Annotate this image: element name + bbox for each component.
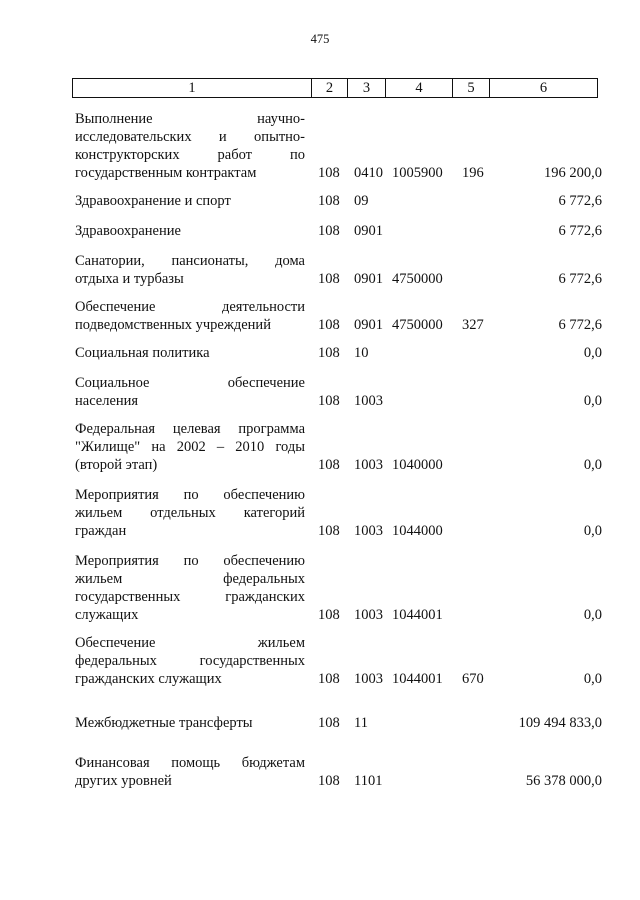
cell-c6: 6 772,6 bbox=[558, 193, 602, 209]
cell-c6: 56 378 000,0 bbox=[525, 773, 602, 789]
row-name-line: Межбюджетные трансферты bbox=[75, 715, 253, 731]
row-name bbox=[75, 552, 305, 624]
cell-c2: 108 bbox=[318, 773, 340, 789]
cell-c2: 108 bbox=[318, 317, 340, 333]
table-row bbox=[0, 298, 640, 334]
row-name-line: населения bbox=[75, 393, 139, 409]
row-name bbox=[75, 420, 305, 474]
cell-c3: 0901 bbox=[354, 223, 383, 239]
row-name-line: Федеральная целевая программа bbox=[75, 421, 305, 437]
cell-c4: 4750000 bbox=[392, 317, 443, 333]
row-name-line: "Жилище" на 2002 – 2010 годы bbox=[75, 439, 305, 455]
row-name-line: Обеспечение деятельности bbox=[75, 299, 305, 315]
cell-c6: 6 772,6 bbox=[558, 317, 602, 333]
cell-c6: 0,0 bbox=[583, 345, 602, 361]
cell-c2: 108 bbox=[318, 671, 340, 687]
column-header-5: 5 bbox=[453, 79, 490, 98]
cell-c2: 108 bbox=[318, 223, 340, 239]
row-name bbox=[75, 714, 305, 732]
row-name bbox=[75, 634, 305, 688]
table-row bbox=[0, 714, 640, 732]
row-name-line: Здравоохранение и спорт bbox=[75, 193, 231, 209]
row-name-line: жильем отдельных категорий bbox=[75, 505, 305, 521]
cell-c3: 1003 bbox=[354, 671, 383, 687]
row-name-line: государственным контрактам bbox=[75, 165, 257, 181]
page-number: 475 bbox=[310, 32, 330, 46]
column-header-4: 4 bbox=[386, 79, 453, 98]
cell-c6: 0,0 bbox=[583, 671, 602, 687]
cell-c3: 1003 bbox=[354, 457, 383, 473]
cell-c6: 0,0 bbox=[583, 393, 602, 409]
table-row bbox=[0, 420, 640, 474]
row-name-line: Мероприятия по обеспечению bbox=[75, 487, 305, 503]
table-row bbox=[0, 552, 640, 624]
table-row bbox=[0, 192, 640, 210]
row-name-line: гражданских служащих bbox=[75, 671, 222, 687]
cell-c4: 1040000 bbox=[392, 457, 443, 473]
cell-c3: 09 bbox=[354, 193, 369, 209]
row-name-line: исследовательских и опытно- bbox=[75, 129, 305, 145]
row-name-line: служащих bbox=[75, 607, 139, 623]
row-name-line: (второй этап) bbox=[75, 457, 158, 473]
cell-c6: 196 200,0 bbox=[544, 165, 602, 181]
row-name bbox=[75, 192, 305, 210]
cell-c6: 109 494 833,0 bbox=[518, 715, 602, 731]
row-name-line: Здравоохранение bbox=[75, 223, 181, 239]
row-name bbox=[75, 486, 305, 540]
cell-c3: 11 bbox=[354, 715, 368, 731]
cell-c4: 1005900 bbox=[392, 165, 443, 181]
row-name bbox=[75, 298, 305, 334]
cell-c6: 0,0 bbox=[583, 607, 602, 623]
cell-c3: 0410 bbox=[354, 165, 383, 181]
row-name-line: Социальное обеспечение bbox=[75, 375, 305, 391]
row-name bbox=[75, 344, 305, 362]
column-header-3: 3 bbox=[348, 79, 386, 98]
row-name bbox=[75, 222, 305, 240]
cell-c3: 1003 bbox=[354, 607, 383, 623]
row-name-line: граждан bbox=[75, 523, 127, 539]
table-row bbox=[0, 754, 640, 790]
row-name-line: жильем федеральных bbox=[75, 571, 305, 587]
table-row bbox=[0, 634, 640, 688]
cell-c4: 1044001 bbox=[392, 607, 443, 623]
row-name-line: Финансовая помощь бюджетам bbox=[75, 755, 305, 771]
row-name bbox=[75, 754, 305, 790]
table-row bbox=[0, 486, 640, 540]
table-row bbox=[0, 252, 640, 288]
row-name bbox=[75, 110, 305, 182]
cell-c6: 6 772,6 bbox=[558, 271, 602, 287]
cell-c6: 0,0 bbox=[583, 523, 602, 539]
cell-c3: 1003 bbox=[354, 393, 383, 409]
cell-c5: 196 bbox=[462, 165, 484, 181]
row-name-line: Мероприятия по обеспечению bbox=[75, 553, 305, 569]
cell-c5: 327 bbox=[462, 317, 484, 333]
cell-c4: 1044001 bbox=[392, 671, 443, 687]
column-header-2: 2 bbox=[312, 79, 348, 98]
row-name-line: конструкторских работ по bbox=[75, 147, 305, 163]
cell-c4: 1044000 bbox=[392, 523, 443, 539]
row-name-line: Санатории, пансионаты, дома bbox=[75, 253, 305, 269]
cell-c2: 108 bbox=[318, 523, 340, 539]
cell-c6: 6 772,6 bbox=[558, 223, 602, 239]
cell-c4: 4750000 bbox=[392, 271, 443, 287]
cell-c3: 10 bbox=[354, 345, 369, 361]
table-row bbox=[0, 374, 640, 410]
column-header-row bbox=[72, 78, 598, 98]
row-name-line: других уровней bbox=[75, 773, 172, 789]
row-name bbox=[75, 374, 305, 410]
row-name-line: государственных гражданских bbox=[75, 589, 305, 605]
cell-c2: 108 bbox=[318, 393, 340, 409]
cell-c2: 108 bbox=[318, 345, 340, 361]
cell-c2: 108 bbox=[318, 715, 340, 731]
cell-c3: 0901 bbox=[354, 271, 383, 287]
cell-c6: 0,0 bbox=[583, 457, 602, 473]
cell-c2: 108 bbox=[318, 165, 340, 181]
row-name bbox=[75, 252, 305, 288]
cell-c2: 108 bbox=[318, 457, 340, 473]
table-row bbox=[0, 222, 640, 240]
cell-c3: 0901 bbox=[354, 317, 383, 333]
row-name-line: подведомственных учреждений bbox=[75, 317, 271, 333]
row-name-line: отдыха и турбазы bbox=[75, 271, 184, 287]
table-row bbox=[0, 110, 640, 182]
row-name-line: Выполнение научно- bbox=[75, 111, 305, 127]
cell-c3: 1101 bbox=[354, 773, 383, 789]
row-name-line: федеральных государственных bbox=[75, 653, 305, 669]
column-header-6: 6 bbox=[490, 79, 598, 98]
cell-c2: 108 bbox=[318, 193, 340, 209]
table-row bbox=[0, 344, 640, 362]
row-name-line: Социальная политика bbox=[75, 345, 210, 361]
cell-c3: 1003 bbox=[354, 523, 383, 539]
cell-c2: 108 bbox=[318, 607, 340, 623]
column-header-1: 1 bbox=[73, 79, 312, 98]
cell-c5: 670 bbox=[462, 671, 484, 687]
cell-c2: 108 bbox=[318, 271, 340, 287]
row-name-line: Обеспечение жильем bbox=[75, 635, 305, 651]
